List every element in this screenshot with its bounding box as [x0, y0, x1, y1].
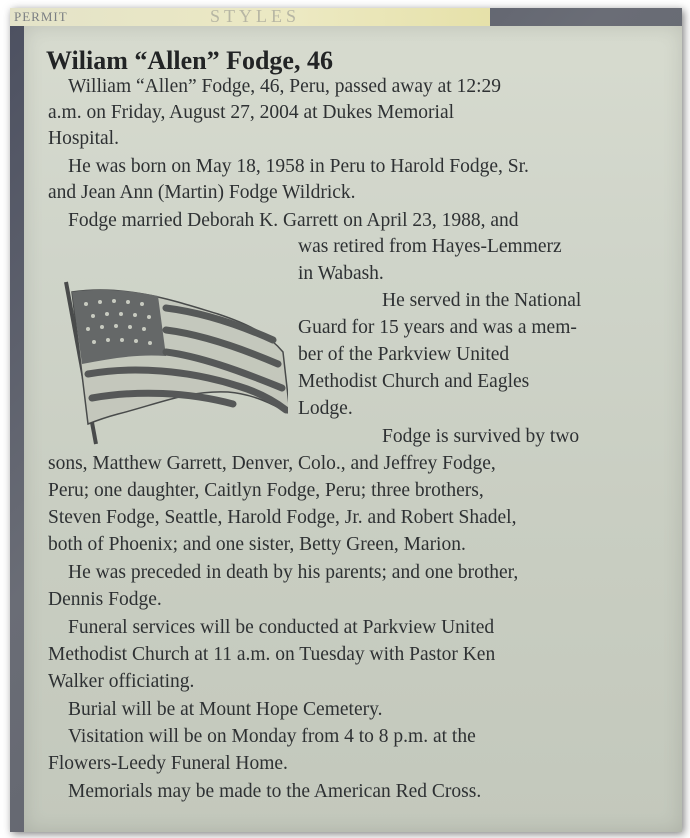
obit-line-5: and Jean Ann (Martin) Fodge Wildrick. [48, 182, 356, 203]
obit-line-3: Hospital. [48, 128, 119, 149]
obituary-clipping [24, 26, 682, 832]
obit-line-13: Lodge. [298, 398, 353, 419]
american-flag-icon [58, 274, 288, 450]
obit-line-6: Fodge married Deborah K. Garrett on April 23, 1988, and [68, 210, 519, 231]
obit-line-21: Funeral services will be conducted at Parkview United [68, 617, 495, 638]
obit-line-20: Dennis Fodge. [48, 589, 162, 610]
obit-line-7: was retired from Hayes-Lemmerz [298, 236, 562, 257]
adjacent-clipping-strip [10, 8, 490, 26]
obituary-headline: Wiliam “Allen” Fodge, 46 [46, 46, 333, 75]
obit-line-24: Burial will be at Mount Hope Cemetery. [68, 699, 383, 720]
obit-line-27: Memorials may be made to the American Red Cross. [68, 781, 482, 802]
obit-line-14: Fodge is survived by two [382, 426, 580, 447]
obit-line-25: Visitation will be on Monday from 4 to 8 p.m. at the [68, 726, 476, 747]
obit-line-11: ber of the Parkview United [298, 344, 510, 365]
obit-line-26: Flowers-Leedy Funeral Home. [48, 753, 288, 774]
obit-line-23: Walker officiating. [48, 671, 195, 692]
obit-line-9: He served in the National [382, 290, 582, 311]
strip-text-faded: STYLES [210, 8, 301, 26]
obit-line-8: in Wabash. [298, 263, 384, 284]
obit-line-19: He was preceded in death by his parents; and one brother, [68, 562, 519, 583]
obit-line-15: sons, Matthew Garrett, Denver, Colo., and Jeffrey Fodge, [48, 453, 496, 474]
obit-line-10: Guard for 15 years and was a mem- [298, 317, 577, 338]
strip-text-left: PERMIT [14, 9, 68, 24]
obit-line-22: Methodist Church at 11 a.m. on Tuesday with Pastor Ken [48, 644, 496, 665]
obit-line-4: He was born on May 18, 1958 in Peru to Harold Fodge, Sr. [68, 156, 529, 177]
photo-frame [10, 8, 682, 832]
obit-line-17: Steven Fodge, Seattle, Harold Fodge, Jr. and Robert Shadel, [48, 507, 517, 528]
obit-line-12: Methodist Church and Eagles [298, 371, 530, 392]
obit-line-16: Peru; one daughter, Caitlyn Fodge, Peru; three brothers, [48, 480, 484, 501]
obit-line-1: William “Allen” Fodge, 46, Peru, passed away at 12:29 [68, 76, 501, 97]
obit-line-18: both of Phoenix; and one sister, Betty Green, Marion. [48, 534, 466, 555]
obit-line-2: a.m. on Friday, August 27, 2004 at Dukes Memorial [48, 102, 455, 123]
